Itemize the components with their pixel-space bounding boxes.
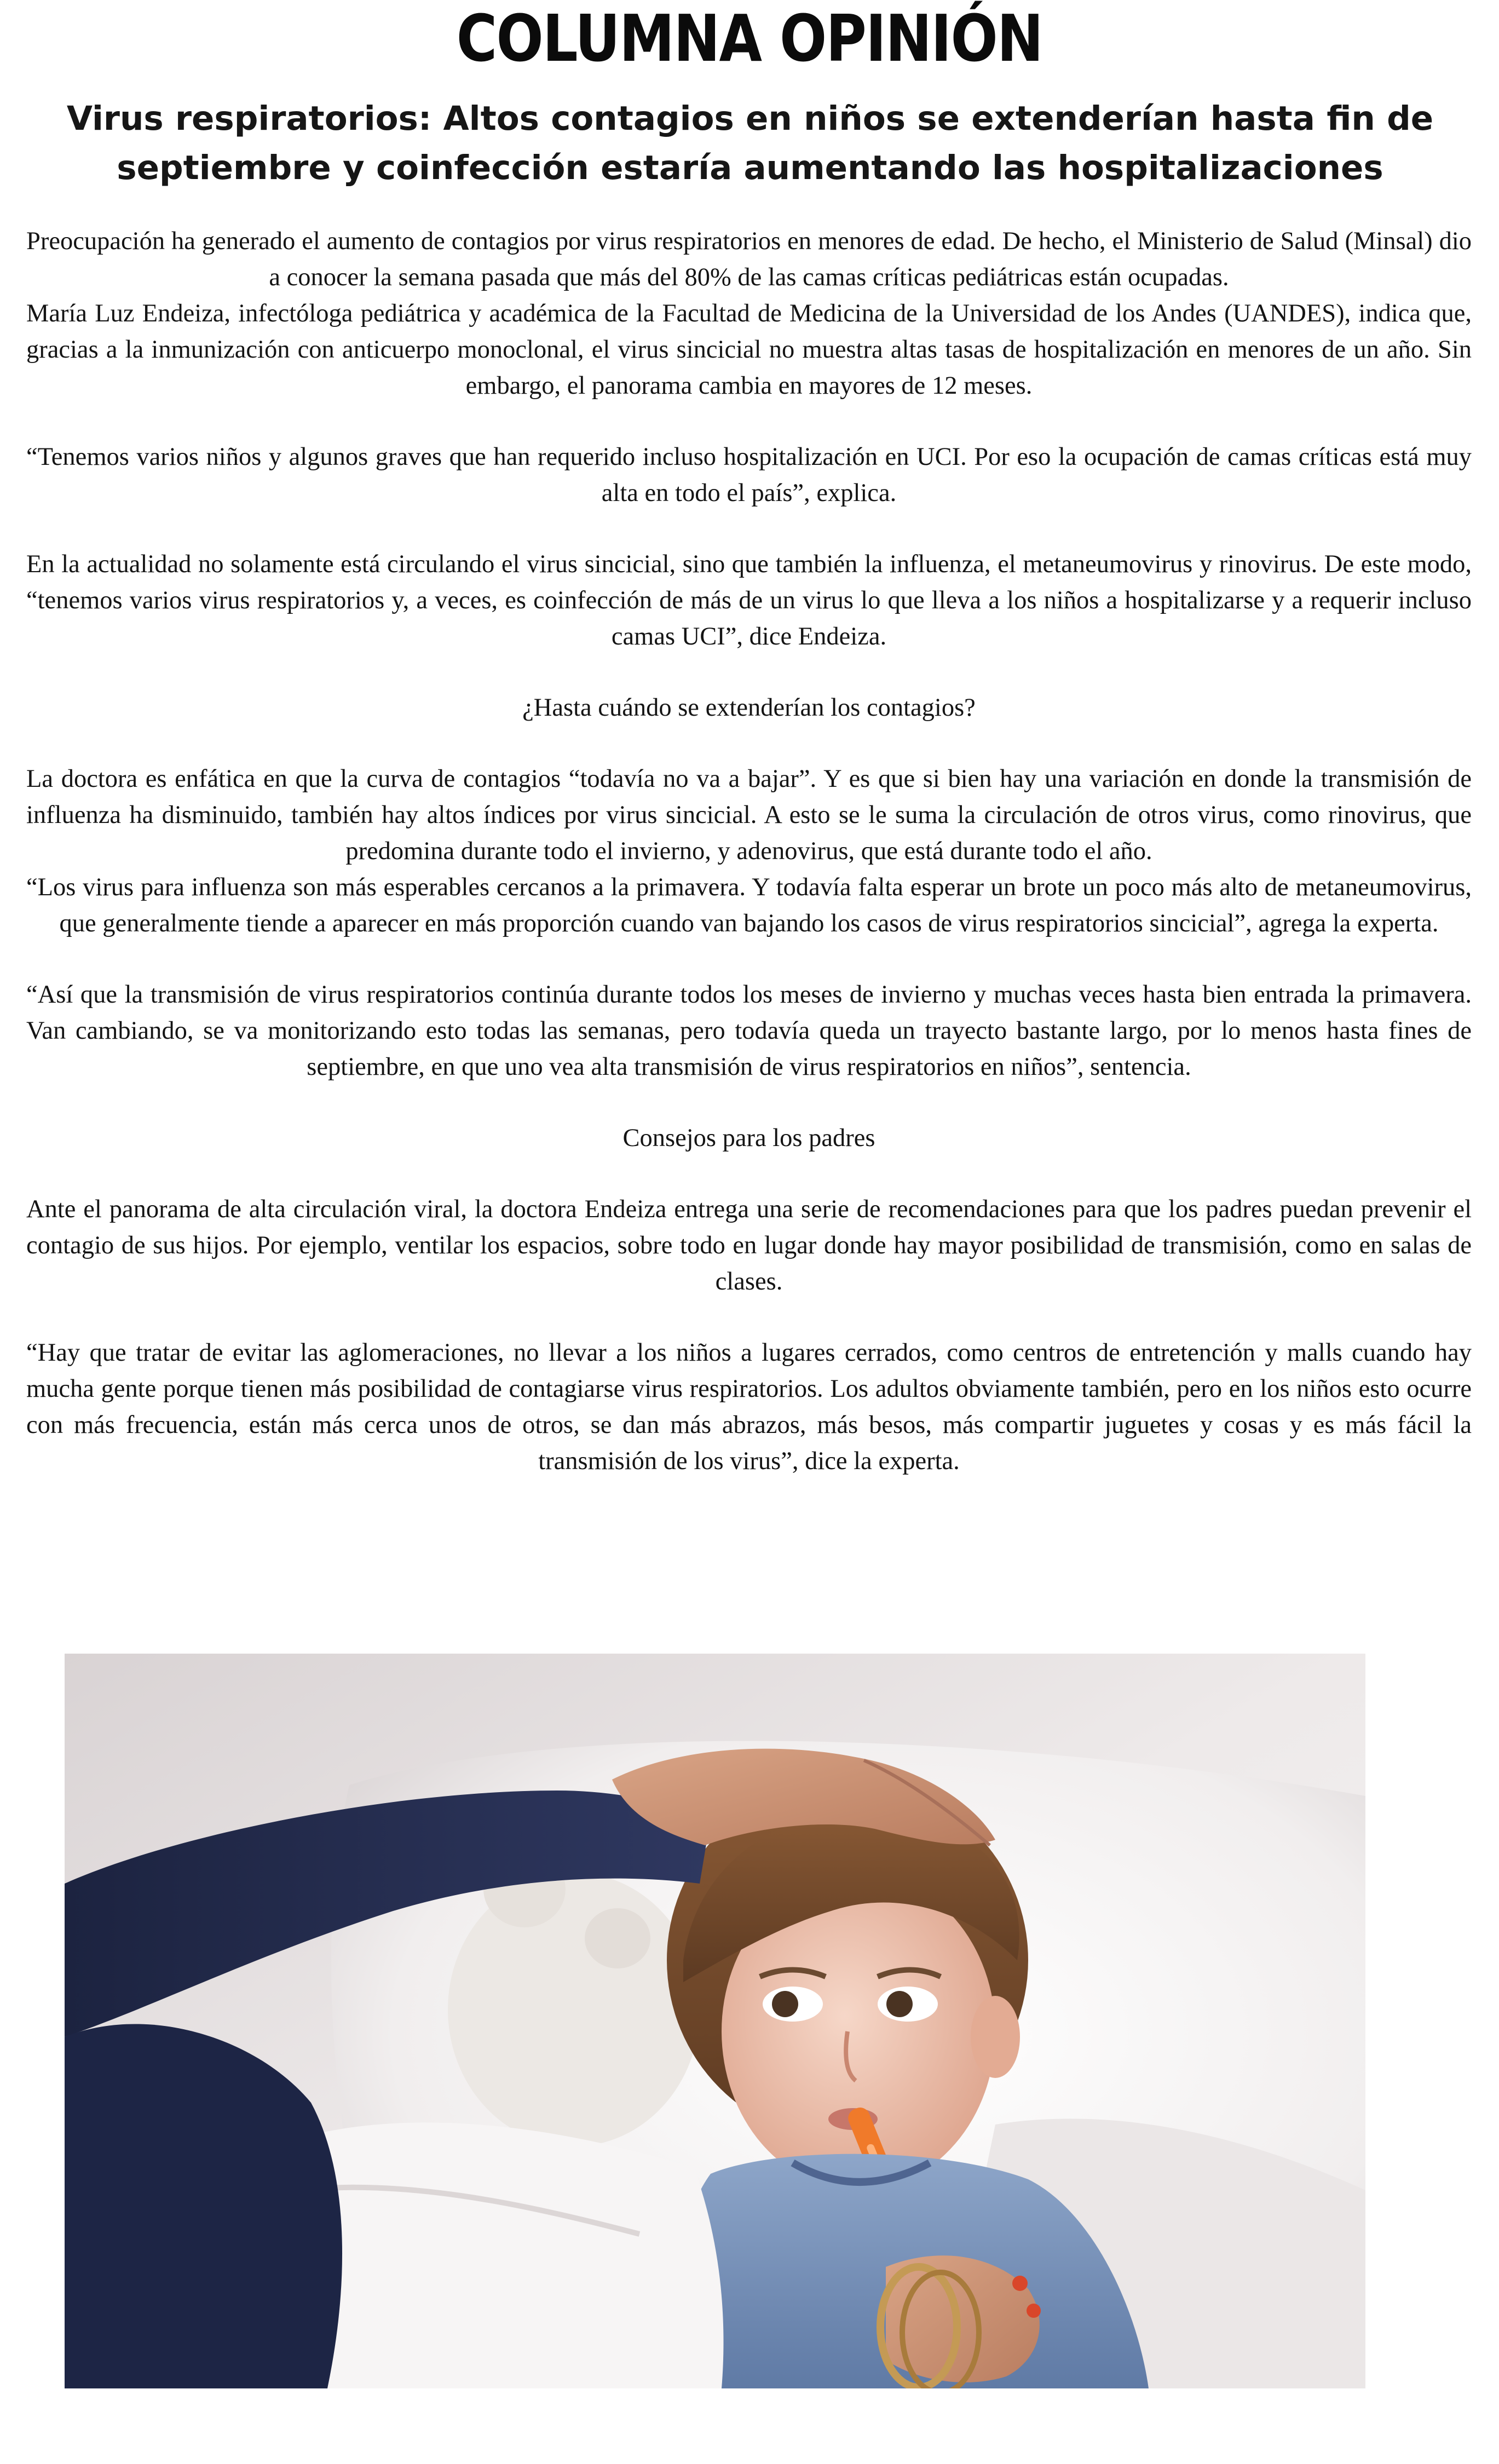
article-headline: Virus respiratorios: Altos contagios en niños se extenderían hasta fin de septiembre y coinfección estaría aumentando las hospitalizaciones xyxy=(66,99,1434,187)
subheading-contagios: ¿Hasta cuándo se extenderían los contagios? xyxy=(522,694,976,722)
paragraph-quote-uci: “Tenemos varios niños y algunos graves que han requerido incluso hospitalización en UCI. Por eso la ocupación de camas críticas está muy alta en todo el país”, explica. xyxy=(26,443,1472,507)
paragraph-coinfection: En la actualidad no solamente está circulando el virus sincicial, sino que también la influenza, el metaneumovirus y rinovirus. De este modo, “tenemos varios virus respiratorios y, a veces, es coinfección de más de un virus lo que lleva a los niños a hospitalizarse y a requerir incluso camas UCI”, dice Endeiza. xyxy=(26,550,1472,650)
paragraph-transmision: “Así que la transmisión de virus respiratorios continúa durante todos los meses de invierno y muchas veces hasta bien entrada la primavera. Van cambiando, se va monitorizando esto todas las semanas, pero todavía queda un trayecto bastante largo, por lo menos hasta fines de septiembre, en que uno vea alta transmisión de virus respiratorios en niños”, sentencia. xyxy=(26,981,1472,1081)
subheading-consejos: Consejos para los padres xyxy=(622,1124,875,1152)
photo-illustration xyxy=(65,1654,1365,2388)
section-masthead: COLUMNA OPINIÓN xyxy=(456,1,1043,76)
paragraph-curva: La doctora es enfática en que la curva de contagios “todavía no va a bajar”. Y es que si bien hay una variación en donde la transmisión de influenza ha disminuido, también hay altos índices por virus sincicial. A esto se le suma la circulación de otros virus, como rinovirus, que predomina durante todo el invierno, y adenovirus, que está durante todo el año. xyxy=(26,765,1472,865)
paragraph-intro: Preocupación ha generado el aumento de contagios por virus respiratorios en menores de edad. De hecho, el Ministerio de Salud (Minsal) dio a conocer la semana pasada que más del 80% de las camas críticas pediátricas están ocupadas. xyxy=(26,227,1472,291)
paragraph-primavera: “Los virus para influenza son más esperables cercanos a la primavera. Y todavía falta esperar un brote un poco más alto de metaneumovirus, que generalmente tiende a aparecer en más proporción cuando van bajando los casos de virus respiratorios sincicial”, agrega la experta. xyxy=(26,873,1472,937)
paragraph-aglomeraciones: “Hay que tratar de evitar las aglomeraciones, no llevar a los niños a lugares cerrados, como centros de entretención y malls cuando hay mucha gente porque tienen más posibilidad de contagiarse virus respiratorios. Los adultos obviamente también, pero en los niños esto ocurre con más frecuencia, están más cerca unos de otros, se dan más abrazos, más besos, más compartir juguetes y cosas y es más fácil la transmisión de los virus”, dice la experta. xyxy=(26,1339,1472,1475)
paragraph-recomendaciones: Ante el panorama de alta circulación viral, la doctora Endeiza entrega una serie de recomendaciones para que los padres puedan prevenir el contagio de sus hijos. Por ejemplo, ventilar los espacios, sobre todo en lugar donde hay mayor posibilidad de transmisión, como en salas de clases. xyxy=(26,1195,1472,1296)
sick-child-photo xyxy=(65,1654,1365,2388)
article-body xyxy=(26,223,1472,1479)
paragraph-endeiza: María Luz Endeiza, infectóloga pediátrica y académica de la Facultad de Medicina de la Universidad de los Andes (UANDES), indica que, gracias a la inmunización con anticuerpo monoclonal, el virus sincicial no muestra altas tasas de hospitalización en menores de un año. Sin embargo, el panorama cambia en mayores de 12 meses. xyxy=(26,300,1472,400)
